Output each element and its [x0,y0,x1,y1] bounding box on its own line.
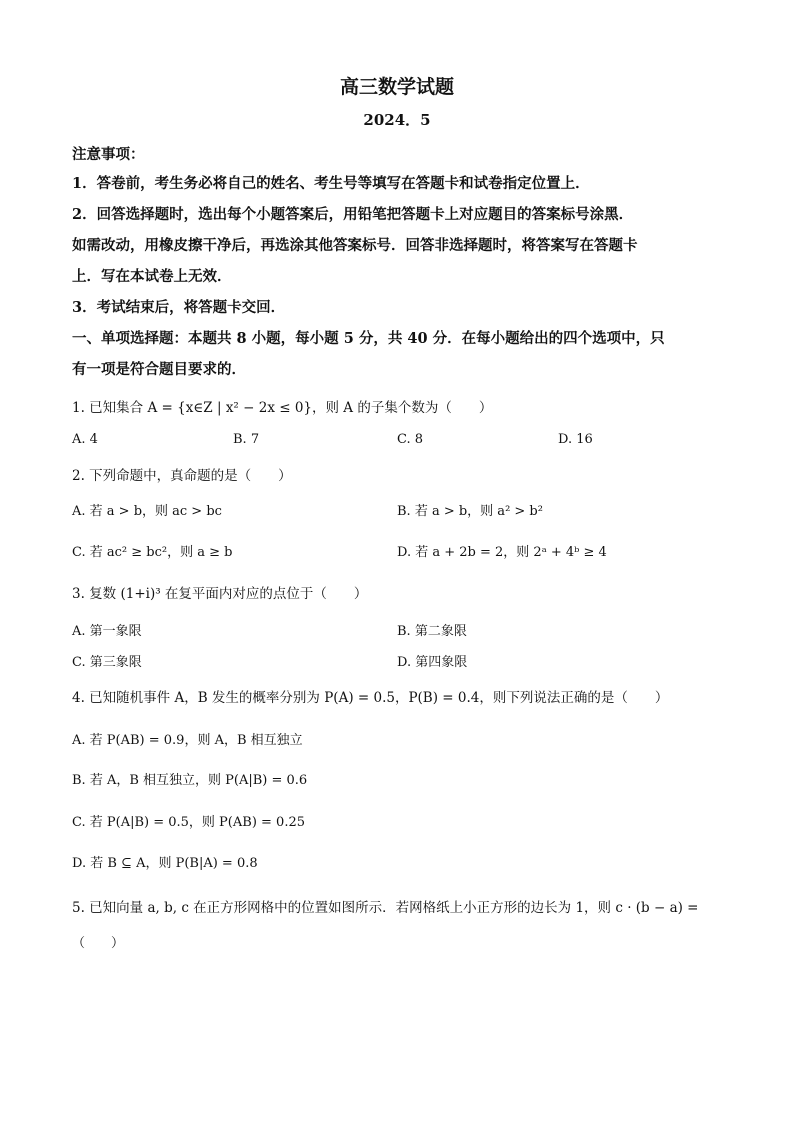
question-3-stem: 3. 复数 (1+i)³ 在复平面内对应的点位于（ ） [72,586,368,602]
question-4-option-d: D. 若 B ⊆ A，则 P(B|A) = 0.8 [72,856,258,871]
question-1-option-a: A. 4 [72,432,98,447]
question-3-option-a: A. 第一象限 [72,624,142,639]
question-4-option-b: B. 若 A，B 相互独立，则 P(A|B) = 0.6 [72,773,308,788]
question-1-stem: 1. 已知集合 A = {x∈Z | x² − 2x ≤ 0}，则 A 的子集个数为（ ） [72,400,493,416]
notice-line-2: 2．回答选择题时，选出每个小题答案后，用铅笔把答题卡上对应题目的答案标号涂黑． [72,206,634,223]
question-1-option-b: B. 7 [233,432,260,447]
question-2-option-c: C. 若 ac² ≥ bc²，则 a ≥ b [72,545,233,560]
notice-line-1: 1．答卷前，考生务必将自己的姓名、考生号等填写在答题卡和试卷指定位置上． [72,175,590,192]
notice-heading: 注意事项： [72,146,145,163]
question-5-answer-parentheses: （ ） [72,936,125,951]
question-4-option-a: A. 若 P(AB) = 0.9，则 A，B 相互独立 [72,733,303,748]
question-2-stem: 2. 下列命题中，真命题的是（ ） [72,468,292,484]
page-title: 高三数学试题 [339,76,454,98]
notice-line-4: 上．写在本试卷上无效． [72,268,232,285]
question-3-option-c: C. 第三象限 [72,655,142,670]
question-3-option-d: D. 第四象限 [397,655,468,670]
question-5-stem: 5. 已知向量 a, b, c 在正方形网格中的位置如图所示．若网格纸上小正方形的边长为 1，则 c · (b − a) = [72,900,699,916]
question-1-option-d: D. 16 [558,432,593,447]
question-4-stem: 4. 已知随机事件 A，B 发生的概率分别为 P(A) = 0.5，P(B) = 0.4，则下列说法正确的是（ ） [72,690,669,706]
section-heading-line-1: 一、单项选择题：本题共 8 小题，每小题 5 分，共 40 分．在每小题给出的四个选项中，只 [72,330,665,347]
question-4-option-c: C. 若 P(A|B) = 0.5，则 P(AB) = 0.25 [72,815,305,830]
exam-date: 2024．5 [363,111,431,129]
notice-line-5: 3．考试结束后，将答题卡交回． [72,299,286,316]
question-2-option-d: D. 若 a + 2b = 2，则 2ᵃ + 4ᵇ ≥ 4 [397,545,607,560]
question-1-option-c: C. 8 [397,432,424,447]
section-heading-line-2: 有一项是符合题目要求的． [72,361,246,378]
notice-line-3: 如需改动，用橡皮擦干净后，再选涂其他答案标号．回答非选择题时，将答案写在答题卡 [72,237,638,254]
question-2-option-a: A. 若 a > b，则 ac > bc [72,504,222,519]
question-2-option-b: B. 若 a > b，则 a² > b² [397,504,543,519]
question-3-option-b: B. 第二象限 [397,624,467,639]
